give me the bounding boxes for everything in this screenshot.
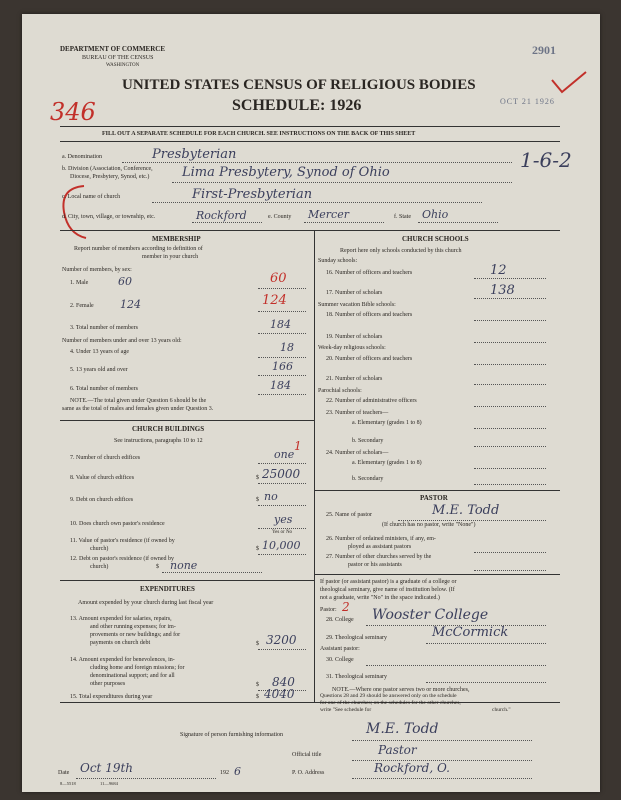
q24b-label: b. Secondary: [352, 476, 384, 482]
form-number-stamp: 2901: [532, 43, 556, 57]
expenditures-sub: Amount expended by your church during last fiscal year: [78, 600, 214, 606]
q1-left-value: 60: [118, 275, 132, 288]
grad-instruction: If pastor (or assistant pastor) is a graduate of a college or: [320, 579, 457, 585]
grad-instruction-2: theological seminary, give name of institution below. (If: [320, 587, 455, 593]
q14-label-4: other purposes: [90, 681, 126, 687]
q10-label: 10. Does church own pastor's residence: [70, 521, 165, 527]
q3-value: 184: [270, 318, 291, 331]
q7-mark: 1: [294, 439, 302, 453]
address-value: Rockford, O.: [374, 761, 450, 775]
check-mark-icon: [550, 70, 590, 96]
q10-value: yes: [274, 513, 293, 526]
sunday-label: Sunday schools:: [318, 258, 358, 264]
pastor-note-2: Questions 28 and 29 should be answered only on the schedule: [320, 693, 457, 699]
q28-label: 28. College: [326, 617, 354, 623]
q1-label: 1. Male: [70, 280, 89, 286]
buildings-title: CHURCH BUILDINGS: [132, 425, 205, 433]
q12-label-2: church): [90, 564, 109, 570]
q29-label: 29. Theological seminary: [326, 635, 388, 641]
under-over-label: Number of members under and over 13 years old:: [62, 338, 182, 344]
city-town-label: d. City, town, village, or township, etc.: [62, 214, 156, 220]
q25-note: (If church has no pastor, write "None"): [382, 522, 476, 528]
q23a-label: a. Elementary (grades 1 to 8): [352, 420, 422, 426]
q2-label: 2. Female: [70, 303, 94, 309]
county-value: Mercer: [308, 208, 349, 221]
q5-value: 166: [272, 360, 293, 373]
official-title-value: Pastor: [378, 743, 417, 757]
state-label: f. State: [394, 214, 411, 220]
dollar-sign: $: [256, 475, 259, 481]
q13-label: 13. Amount expended for salaries, repairs,: [70, 616, 172, 622]
received-date-stamp: OCT 21 1926: [500, 97, 555, 106]
q13-label-2: and other running expenses; for im-: [90, 624, 176, 630]
q13-label-4: payments on church debt: [90, 640, 151, 646]
q21-label: 21. Number of scholars: [326, 376, 383, 382]
assistant-label: Assistant pastor:: [320, 646, 360, 652]
local-name-label: c. Local name of church: [62, 194, 121, 200]
q8-value: 25000: [262, 467, 301, 481]
q27-label-2: pastor or his assistants: [348, 562, 402, 568]
q25-label: 25. Name of pastor: [326, 512, 372, 518]
q26-label: 26. Number of ordained ministers, if any, em-: [326, 536, 436, 542]
q14-value: 840: [272, 675, 295, 689]
fill-out-instruction: FILL OUT A SEPARATE SCHEDULE FOR EACH CHURCH. SEE INSTRUCTIONS ON THE BACK OF THIS SHEET: [102, 131, 416, 137]
department-label: DEPARTMENT OF COMMERCE: [60, 45, 166, 53]
q6-value: 184: [270, 379, 291, 392]
city-town-value: Rockford: [196, 209, 247, 222]
local-name-value: First-Presbyterian: [192, 187, 313, 202]
weekday-label: Week-day religious schools:: [318, 345, 386, 351]
q17-label: 17. Number of scholars: [326, 290, 383, 296]
parochial-label: Parochial schools:: [318, 388, 362, 394]
q4-value: 18: [280, 341, 294, 354]
form-title: UNITED STATES CENSUS OF RELIGIOUS BODIES: [122, 77, 476, 93]
pastor-note-3: for one of the churches; on the schedules for the other churches,: [320, 700, 461, 706]
dollar-sign: $: [156, 564, 159, 570]
dollar-sign: $: [256, 641, 259, 647]
buildings-sub: See instructions, paragraphs 10 to 12: [114, 438, 203, 444]
q17-value: 138: [490, 283, 515, 298]
q2-left-value: 124: [120, 298, 141, 311]
q12-label: 12. Debt on pastor's residence (if owned by: [70, 556, 175, 562]
denomination-label: a. Denomination: [62, 154, 102, 160]
grad-instruction-3: not a graduate, write "No" in the space indicated.): [320, 595, 440, 601]
city-label: WASHINGTON: [106, 63, 140, 68]
q14-label-3: denominational support; and for all: [90, 673, 175, 679]
corner-code: 1-6-2: [520, 148, 572, 172]
q13-label-3: provements or new buildings; and for: [90, 632, 181, 638]
membership-note-2: same as the total of males and females given under Question 3.: [62, 406, 214, 412]
dollar-sign: $: [256, 682, 259, 688]
dollar-sign: $: [256, 546, 259, 552]
q23b-label: b. Secondary: [352, 438, 384, 444]
q14-label-2: cluding home and foreign missions; for: [90, 665, 185, 671]
date-value: Oct 19th: [80, 761, 134, 775]
q5-label: 5. 13 years old and over: [70, 367, 128, 373]
q11-label-2: church): [90, 546, 109, 552]
summer-label: Summer vacation Bible schools:: [318, 302, 396, 308]
q12-value: none: [170, 559, 198, 572]
by-sex-label: Number of members, by sex:: [62, 267, 132, 273]
division-label-2: Diocese, Presbytery, Synod, etc.): [70, 174, 150, 180]
q13-value: 3200: [266, 633, 297, 647]
schedule-hand-number: 346: [50, 98, 96, 126]
state-value: Ohio: [422, 208, 449, 221]
q1-value: 60: [270, 271, 287, 286]
q16-label: 16. Number of officers and teachers: [326, 270, 413, 276]
q6-label: 6. Total number of members: [70, 386, 138, 392]
q18-label: 18. Number of officers and teachers: [326, 312, 413, 318]
q16-value: 12: [490, 263, 507, 278]
date-label: Date: [58, 770, 70, 776]
q24a-label: a. Elementary (grades 1 to 8): [352, 460, 422, 466]
bracket-mark-icon: [58, 184, 88, 240]
q24-label: 24. Number of scholars—: [326, 450, 389, 456]
print-code-2: 11—9684: [100, 781, 118, 786]
signature-value: M.E. Todd: [366, 721, 439, 737]
bureau-label: BUREAU OF THE CENSUS: [82, 55, 154, 61]
pastor-label: Pastor:: [320, 607, 337, 613]
schools-title: CHURCH SCHOOLS: [402, 235, 469, 243]
q11-label: 11. Value of pastor's residence (if owned by: [70, 538, 175, 544]
q28-value: Wooster College: [372, 607, 489, 623]
signature-label: Signature of person furnishing information: [180, 732, 283, 738]
pastor-note-4: write "See schedule for: [320, 707, 372, 713]
q11-value: 10,000: [262, 539, 301, 552]
census-schedule-sheet: [22, 14, 600, 792]
address-label: P. O. Address: [292, 770, 325, 776]
division-label: b. Division (Association, Conference,: [62, 166, 153, 172]
q7-label: 7. Number of church edifices: [70, 455, 141, 461]
q20-label: 20. Number of officers and teachers: [326, 356, 413, 362]
q30-label: 30. College: [326, 657, 354, 663]
dollar-sign: $: [256, 694, 259, 700]
membership-intro-2: member in your church: [142, 254, 199, 260]
county-label: e. County: [268, 214, 292, 220]
membership-note: NOTE.—The total given under Question 6 should be the: [70, 398, 207, 404]
pastor-mark: 2: [342, 600, 350, 614]
schedule-title: SCHEDULE: 1926: [232, 97, 362, 114]
pastor-note: NOTE.—Where one pastor serves two or more churches,: [332, 687, 470, 693]
pastor-note-5: church.": [492, 707, 511, 713]
schools-sub: Report here only schools conducted by this church: [340, 248, 462, 254]
q4-label: 4. Under 13 years of age: [70, 349, 129, 355]
q15-label: 15. Total expenditures during year: [70, 694, 153, 700]
q8-label: 8. Value of church edifices: [70, 475, 135, 481]
division-value: Lima Presbytery, Synod of Ohio: [182, 165, 390, 180]
q26-label-2: ployed as assistant pastors: [348, 544, 412, 550]
q22-label: 22. Number of administrative officers: [326, 398, 417, 404]
official-title-label: Official title: [292, 752, 322, 758]
q27-label: 27. Number of other churches served by the: [326, 554, 432, 560]
dollar-sign: $: [256, 497, 259, 503]
q7-value: one: [274, 448, 295, 461]
q23-label: 23. Number of teachers—: [326, 410, 389, 416]
q9-label: 9. Debt on church edifices: [70, 497, 134, 503]
q31-label: 31. Theological seminary: [326, 674, 388, 680]
denomination-value: Presbyterian: [152, 147, 237, 162]
q14-label: 14. Amount expended for benevolences, in-: [70, 657, 175, 663]
yes-no-hint: Yes or No: [272, 530, 293, 535]
q15-value: 4040: [264, 687, 295, 701]
pastor-title: PASTOR: [420, 494, 448, 502]
membership-title: MEMBERSHIP: [152, 235, 201, 243]
q2-value: 124: [262, 293, 287, 308]
q25-value: M.E. Todd: [432, 503, 500, 518]
year-digit: 6: [234, 765, 241, 778]
q9-value: no: [264, 490, 278, 503]
q29-value: McCormick: [432, 625, 509, 640]
q19-label: 19. Number of scholars: [326, 334, 383, 340]
print-code: 8—5518: [60, 781, 76, 786]
year-prefix: 192: [220, 770, 229, 776]
expenditures-title: EXPENDITURES: [140, 585, 195, 593]
membership-intro: Report number of members according to definition of: [74, 246, 203, 252]
q3-label: 3. Total number of members: [70, 325, 138, 331]
